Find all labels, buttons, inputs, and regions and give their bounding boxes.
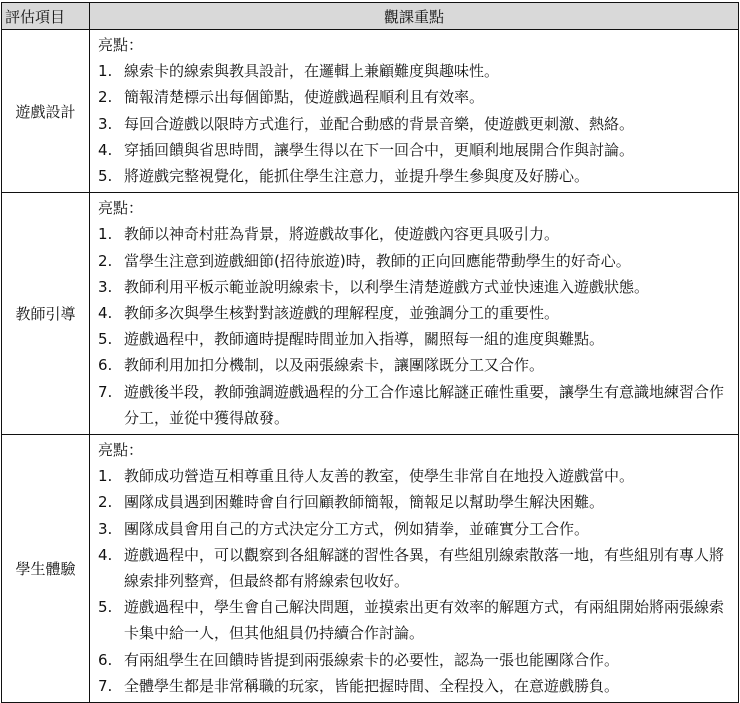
content-cell xyxy=(90,30,739,193)
highlights-list xyxy=(98,463,734,699)
list-item: 3. 教師利用平板示範並說明線索卡，以利學生清楚遊戲方式並快速進入遊戲狀態。 xyxy=(98,277,650,296)
list-item: 4. 遊戲過程中，可以觀察到各組解謎的習性各異，有些組別線索散落一地，有些組別有專人將線索排列整齊，但最終都有將線索包收好。 xyxy=(98,545,725,591)
highlights-heading: 亮點： xyxy=(98,441,144,460)
list-item: 5. 遊戲過程中，教師適時提醒時間並加入指導，關照每一組的進度與難點。 xyxy=(98,330,605,349)
table-row xyxy=(2,30,739,193)
list-item: 1. 教師成功營造互相尊重且待人友善的教室，使學生非常自在地投入遊戲當中。 xyxy=(98,467,635,486)
list-item: 5. 遊戲過程中，學生會自己解決問題，並摸索出更有效率的解題方式，有兩組開始將兩張線索卡集中給一人，但其他組員仍持續合作討論。 xyxy=(98,598,725,643)
content-cell xyxy=(90,435,739,703)
category-cell: 遊戲設計 xyxy=(2,30,90,193)
highlights-list xyxy=(98,221,734,431)
table-row xyxy=(2,435,739,703)
list-item: 1. 教師以神奇村莊為背景，將遊戲故事化，使遊戲內容更具吸引力。 xyxy=(98,225,560,244)
list-item: 3. 團隊成員會用自己的方式決定分工方式，例如猜拳，並確實分工合作。 xyxy=(98,519,590,538)
list-item: 7. 遊戲後半段，教師強調遊戲過程的分工合作遠比解謎正確性重要，讓學生有意識地練習合作分工，並從中獲得啟發。 xyxy=(98,382,725,427)
list-item: 6. 教師利用加扣分機制，以及兩張線索卡，讓團隊既分工又合作。 xyxy=(98,356,545,375)
list-item: 7. 全體學生都是非常稱職的玩家，皆能把握時間、全程投入，在意遊戲勝負。 xyxy=(98,676,620,695)
category-cell: 教師引導 xyxy=(2,193,90,435)
highlights-heading: 亮點： xyxy=(98,199,144,218)
highlights-heading: 亮點： xyxy=(98,36,144,54)
header-evaluation-item: 評估項目 xyxy=(2,3,90,30)
table-row xyxy=(2,193,739,435)
list-item: 3. 每回合遊戲以限時方式進行，並配合動感的背景音樂，使遊戲更刺激、熱絡。 xyxy=(98,114,635,133)
list-item: 2. 當學生注意到遊戲細節(招待旅遊)時，教師的正向回應能帶動學生的好奇心。 xyxy=(98,251,631,270)
list-item: 4. 穿插回饋與省思時間，讓學生得以在下一回合中，更順利地展開合作與討論。 xyxy=(98,140,635,159)
table-header-row xyxy=(2,3,739,30)
list-item: 6. 有兩組學生在回饋時皆提到兩張線索卡的必要性，認為一張也能團隊合作。 xyxy=(98,650,620,669)
list-item: 2. 簡報清楚標示出每個節點，使遊戲過程順利且有效率。 xyxy=(98,88,485,107)
list-item: 2. 團隊成員遇到困難時會自行回顧教師簡報，簡報足以幫助學生解決困難。 xyxy=(98,493,605,512)
list-item: 4. 教師多次與學生核對對該遊戲的理解程度，並強調分工的重要性。 xyxy=(98,304,560,323)
highlights-list xyxy=(98,58,734,189)
content-cell xyxy=(90,193,739,435)
list-item: 1. 線索卡的線索與教具設計，在邏輯上兼顧難度與趣味性。 xyxy=(98,62,500,81)
evaluation-table xyxy=(1,2,739,703)
list-item: 5. 將遊戲完整視覺化，能抓住學生注意力，並提升學生參與度及好勝心。 xyxy=(98,167,590,186)
category-cell: 學生體驗 xyxy=(2,435,90,703)
header-observation-focus: 觀課重點 xyxy=(90,3,739,30)
